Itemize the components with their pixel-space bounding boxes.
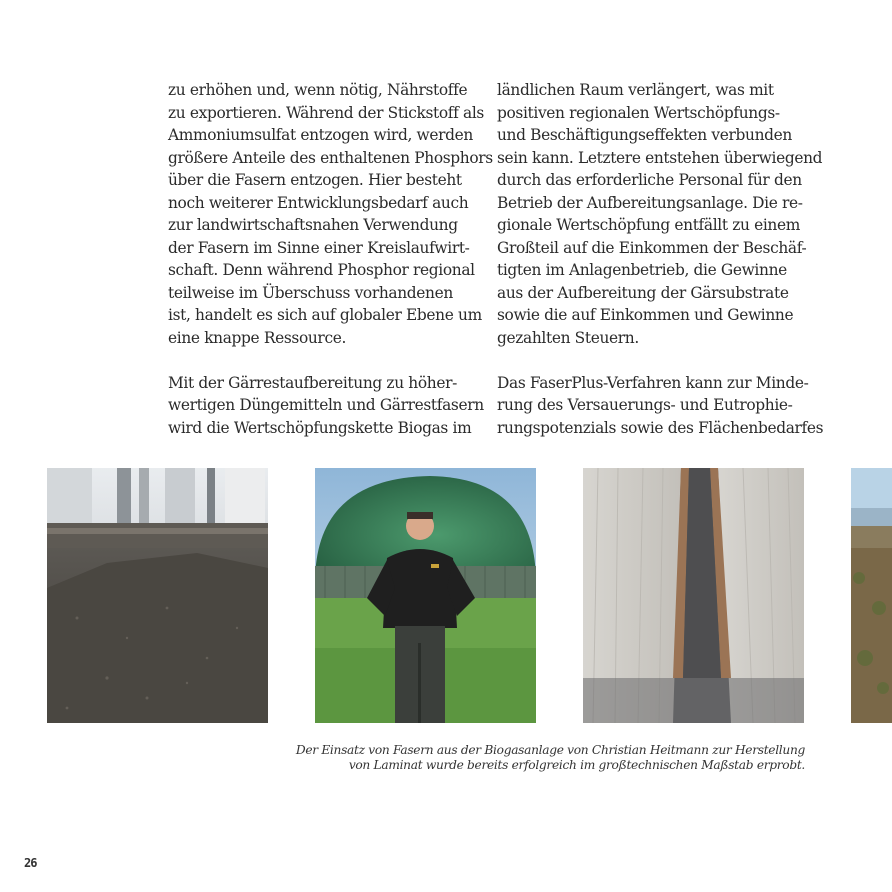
page-number: 26 (24, 856, 37, 870)
text-column-right (497, 79, 824, 439)
text-line: und Beschäftigungseffekten verbunden (497, 126, 792, 144)
text-line: eine knappe Ressource. (168, 328, 347, 347)
text-line: noch weiterer Entwicklungsbedarf auch (168, 193, 469, 212)
text-column-left (168, 79, 493, 439)
text-line: tigten im Anlagenbetrieb, die Gewinne (497, 261, 787, 279)
text-line: wird die Wertschöpfungskette Biogas im (168, 418, 472, 437)
text-line: Ammoniumsulfat entzogen wird, werden (168, 126, 473, 144)
photo-landscape (851, 468, 892, 723)
text-line: positiven regionalen Wertschöpfungs- (497, 103, 780, 122)
text-line: schaft. Denn während Phosphor regional (168, 261, 475, 279)
paragraph-gap (497, 349, 809, 372)
text-line: Großteil auf die Einkommen der Beschäf- (497, 238, 807, 257)
text-line: Mit der Gärrestaufbereitung zu höher- (168, 373, 457, 392)
text-line: sowie die auf Einkommen und Gewinne (497, 306, 794, 324)
text-line: zu erhöhen und, wenn nötig, Nährstoffe (168, 81, 468, 99)
photo-laminate-boards (583, 468, 804, 723)
text-line: aus der Aufbereitung der Gärsubstrate (497, 283, 789, 302)
text-line: über die Fasern entzogen. Hier besteht (168, 171, 462, 189)
photo-caption (240, 743, 805, 773)
text-line: der Fasern im Sinne einer Kreislaufwirt- (168, 238, 470, 257)
photo-biogas-dome-portrait (315, 468, 536, 723)
text-line: ist, handelt es sich auf globaler Ebene um (168, 306, 482, 324)
text-line: rungspotenzials sowie des Flächenbedarfes (497, 418, 824, 437)
text-line: gezahlten Steuern. (497, 328, 639, 347)
text-line: zu exportieren. Während der Stickstoff als (168, 103, 484, 122)
text-line: sein kann. Letztere entstehen überwiegend (497, 148, 823, 167)
caption-line: Der Einsatz von Fasern aus der Biogasanlage von Christian Heitmann zur Herstellung (295, 743, 805, 757)
text-line: zur landwirtschaftsnahen Verwendung (168, 216, 458, 234)
text-line: teilweise im Überschuss vorhandenen (168, 283, 453, 302)
text-line: größere Anteile des enthaltenen Phosphors (168, 148, 493, 167)
text-line: Betrieb der Aufbereitungsanlage. Die re- (497, 193, 803, 212)
text-line: wertigen Düngemitteln und Gärrestfasern (168, 396, 484, 414)
caption-line: von Laminat wurde bereits erfolgreich im großtechnischen Maßstab erprobt. (348, 758, 805, 772)
paragraph-gap (168, 349, 480, 372)
photo-fiber-pile (47, 468, 268, 723)
text-line: ländlichen Raum verlängert, was mit (497, 81, 774, 99)
text-line: gionale Wertschöpfung entfällt zu einem (497, 216, 800, 234)
text-line: durch das erforderliche Personal für den (497, 171, 802, 189)
text-line: rung des Versauerungs- und Eutrophie- (497, 396, 793, 414)
text-line: Das FaserPlus-Verfahren kann zur Minde- (497, 373, 809, 392)
